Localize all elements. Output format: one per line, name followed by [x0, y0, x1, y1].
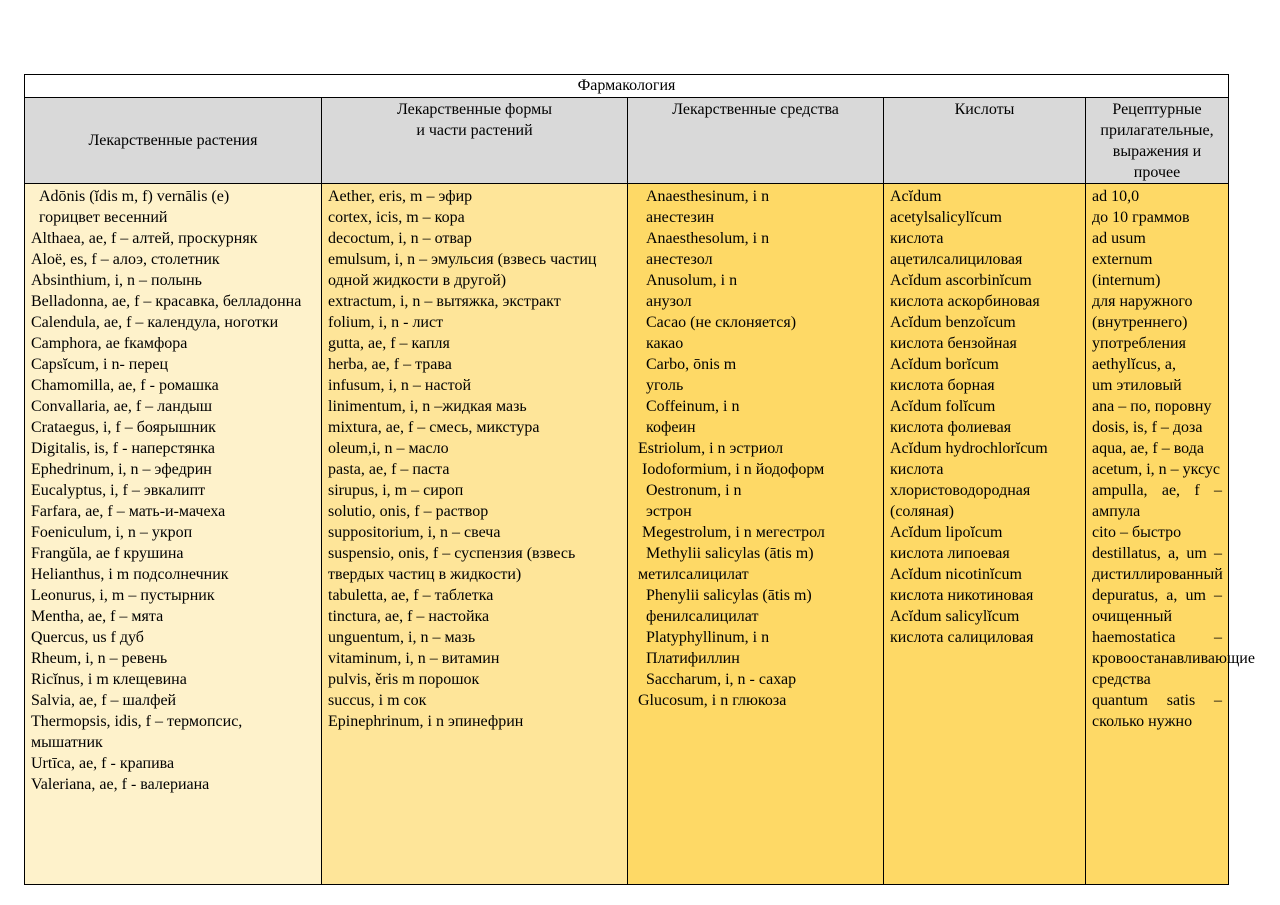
- list-item: уголь: [646, 377, 684, 394]
- list-item: emulsum, i, n – эмульсия (взвесь частиц одной жидкости в другой): [328, 251, 597, 289]
- list-item: ampulla, ae, f – ампула: [1092, 482, 1223, 520]
- list-item: cortex, icis, m – кора: [328, 209, 465, 226]
- list-item: dosis, is, f – доза: [1092, 419, 1203, 436]
- list-item: Foeniculum, i, n – укроп: [31, 524, 193, 541]
- list-item: unguentum, i, n – мазь: [328, 629, 476, 646]
- list-item: Convallaria, ae, f – ландыш: [31, 398, 213, 415]
- list-item: ad 10,0: [1092, 188, 1140, 205]
- list-item: Phenylii salicylas (ātis m): [646, 587, 812, 604]
- list-item: Aloë, es, f – алоэ, столетник: [31, 251, 220, 268]
- list-item: употребления: [1092, 335, 1186, 352]
- list-item: vitaminum, i, n – витамин: [328, 650, 500, 667]
- header-plants-label: Лекарственные растения: [88, 131, 258, 149]
- list-item: Anaesthesolum, i n: [646, 230, 770, 247]
- list-item: кислота никотиновая: [890, 587, 1034, 604]
- list-item: Frangŭla, ae f крушина: [31, 545, 184, 562]
- list-item: destillatus, a, um – дистиллированный: [1092, 545, 1223, 583]
- list-item: Quercus, us f дуб: [31, 629, 144, 646]
- list-item: externum: [1092, 251, 1153, 268]
- list-item: folium, i, n - лист: [328, 314, 444, 331]
- list-item: Methylii salicylas (ātis m): [646, 545, 814, 562]
- list-item: Leonurus, i, m – пустырник: [31, 587, 215, 604]
- list-item: Платифиллин: [646, 650, 740, 667]
- list-item: depuratus, a, um – очищенный: [1092, 587, 1223, 625]
- list-item: Rheum, i, n – ревень: [31, 650, 168, 667]
- list-item: для наружного: [1092, 293, 1193, 310]
- list-item: кислота фолиевая: [890, 419, 1012, 436]
- list-item: (internum): [1092, 272, 1161, 289]
- list-item: кислота: [890, 461, 944, 478]
- list-item: кислота борная: [890, 377, 995, 394]
- list-item: extractum, i, n – вытяжка, экстракт: [328, 293, 561, 310]
- list-item: Belladonna, ae, f – красавка, белладонна: [31, 293, 302, 310]
- list-item: Helianthus, i m подсолнечник: [31, 566, 229, 583]
- list-item: acetum, i, n – уксус: [1092, 461, 1221, 478]
- list-item: Iodoformium, i n йодоформ: [642, 461, 825, 478]
- list-item: decoctum, i, n – отвар: [328, 230, 472, 247]
- list-item: Eucalyptus, i, f – эвкалипт: [31, 482, 206, 499]
- list-item: Estriolum, i n эстриол: [638, 440, 784, 457]
- list-item: Capsĭcum, i n- перец: [31, 356, 169, 373]
- list-item: Adōnis (ĭdis m, f) vernālis (e): [39, 188, 230, 205]
- list-item: фенилсалицилат: [646, 608, 759, 625]
- list-item: хлористоводородная: [890, 482, 1031, 499]
- header-medicines-label: Лекарственные средства: [672, 101, 839, 118]
- list-item: Anaesthesinum, i n: [646, 188, 770, 205]
- list-item: Althaea, ae, f – алтей, проскурняк: [31, 230, 258, 247]
- header-acids-label: Кислоты: [954, 101, 1015, 118]
- list-item: solutio, onis, f – раствор: [328, 503, 489, 520]
- list-item: Acĭdum lipoĭcum: [890, 524, 1003, 541]
- list-item: Urtīca, ae, f - крапива: [31, 755, 175, 772]
- list-item: gutta, ae, f – капля: [328, 335, 450, 352]
- list-item: Salvia, ae, f – шалфей: [31, 692, 177, 709]
- header-medicines: [628, 98, 884, 184]
- list-item: Сасао (не склоняется): [646, 314, 797, 331]
- list-item: Acĭdum: [890, 188, 942, 205]
- list-item: pasta, ae, f – паста: [328, 461, 450, 478]
- list-item: Crataegus, i, f – боярышник: [31, 419, 216, 436]
- list-item: mixtura, ae, f – смесь, микстура: [328, 419, 540, 436]
- list-item: Epinephrinum, i n эпинефрин: [328, 713, 524, 730]
- list-item: acetylsalicylĭcum: [890, 209, 1002, 226]
- column-acids: [884, 184, 1086, 885]
- list-item: (внутреннего): [1092, 314, 1188, 331]
- list-item: Acĭdum salicylĭcum: [890, 608, 1020, 625]
- list-item: infusum, i, n – настой: [328, 377, 471, 394]
- list-item: sirupus, i, m – сироп: [328, 482, 464, 499]
- list-item: кислота салициловая: [890, 629, 1034, 646]
- list-item: Oestronum, i n: [646, 482, 742, 499]
- list-item: Glucosum, i n глюкоза: [638, 692, 787, 709]
- list-item: анузол: [646, 293, 692, 310]
- list-item: какао: [646, 335, 684, 352]
- list-item: succus, i m сок: [328, 692, 427, 709]
- list-item: Camphora, ae fкамфора: [31, 335, 188, 352]
- list-item: tinctura, ae, f – настойка: [328, 608, 490, 625]
- list-item: Absinthium, i, n – полынь: [31, 272, 202, 289]
- list-item: эстрон: [646, 503, 692, 520]
- list-item: Saccharum, i, n - сахар: [646, 671, 797, 688]
- list-item: Valeriana, ae, f - валериана: [31, 776, 210, 793]
- list-item: ацетилсалициловая: [890, 251, 1023, 268]
- list-item: Acĭdum folĭcum: [890, 398, 996, 415]
- header-prescription: [1086, 98, 1229, 184]
- list-item: кофеин: [646, 419, 696, 436]
- column-forms: [322, 184, 628, 885]
- list-item: haemostatica – кровоостанавливающие средства: [1092, 629, 1255, 688]
- list-item: анестезин: [646, 209, 714, 226]
- list-item: ana – по, поровну: [1092, 398, 1212, 415]
- list-item: кислота липоевая: [890, 545, 1010, 562]
- list-item: tabuletta, ae, f – таблетка: [328, 587, 494, 604]
- list-item: горицвет весенний: [39, 209, 168, 226]
- list-item: Aether, eris, m – эфир: [328, 188, 473, 205]
- list-item: suspensio, onis, f – суспензия (взвесь твердых частиц в жидкости): [328, 545, 576, 583]
- list-item: Farfara, ae, f – мать-и-мачеха: [31, 503, 226, 520]
- list-item: Megestrolum, i n мегестрол: [642, 524, 825, 541]
- pharmacology-table: [24, 74, 1255, 885]
- list-item: Coffeinum, i n: [646, 398, 740, 415]
- header-prescription-label: Рецептурные прилагательные, выражения и прочее: [1100, 101, 1214, 181]
- list-item: pulvis, ěris m порошок: [328, 671, 480, 688]
- column-prescription: [1086, 184, 1255, 885]
- list-item: aqua, ae, f – вода: [1092, 440, 1204, 457]
- list-item: linimentum, i, n –жидкая мазь: [328, 398, 527, 415]
- column-medicines: [628, 184, 884, 885]
- column-plants: [25, 184, 322, 885]
- list-item: Acĭdum hydrochlorĭcum: [890, 440, 1048, 457]
- list-item: до 10 граммов: [1092, 209, 1190, 226]
- list-item: Mentha, ae, f – мята: [31, 608, 164, 625]
- list-item: Acĭdum borĭcum: [890, 356, 999, 373]
- list-item: Chamomilla, ae, f - ромашка: [31, 377, 219, 394]
- list-item: кислота: [890, 230, 944, 247]
- list-item: cito – быстро: [1092, 524, 1182, 541]
- list-item: suppositorium, i, n – свеча: [328, 524, 501, 541]
- list-item: Ephedrinum, i, n – эфедрин: [31, 461, 212, 478]
- list-item: Ricĭnus, i m клещевина: [31, 671, 187, 688]
- header-acids: [884, 98, 1086, 184]
- list-item: Platyphyllinum, i n: [646, 629, 770, 646]
- list-item: Calendula, ae, f – календула, ноготки: [31, 314, 279, 331]
- list-item: quantum satis – сколько нужно: [1092, 692, 1223, 730]
- list-item: Acĭdum ascorbinĭcum: [890, 272, 1032, 289]
- header-forms-line1: Лекарственные формы: [396, 101, 553, 118]
- list-item: aethylĭcus, a,: [1092, 356, 1176, 373]
- list-item: oleum,i, n – масло: [328, 440, 449, 457]
- list-item: ad usum: [1092, 230, 1146, 247]
- header-plants: [25, 98, 322, 184]
- header-forms-line2: и части растений: [416, 122, 533, 139]
- list-item: herba, ae, f – трава: [328, 356, 452, 373]
- list-item: Acĭdum benzoĭcum: [890, 314, 1016, 331]
- list-item: (соляная): [890, 503, 954, 520]
- header-forms: [322, 98, 628, 184]
- list-item: Acĭdum nicotinĭcum: [890, 566, 1022, 583]
- table-title: Фармакология: [25, 75, 1229, 98]
- list-item: метилсалицилат: [638, 566, 749, 583]
- list-item: кислота бензойная: [890, 335, 1017, 352]
- list-item: Digitalis, is, f - наперстянка: [31, 440, 215, 457]
- list-item: анестезол: [646, 251, 713, 268]
- list-item: Carbo, ōnis m: [646, 356, 737, 373]
- list-item: um этиловый: [1092, 377, 1182, 394]
- list-item: Anusolum, i n: [646, 272, 738, 289]
- list-item: кислота аскорбиновая: [890, 293, 1040, 310]
- list-item: Thermopsis, idis, f – термопсис, мышатник: [31, 713, 243, 751]
